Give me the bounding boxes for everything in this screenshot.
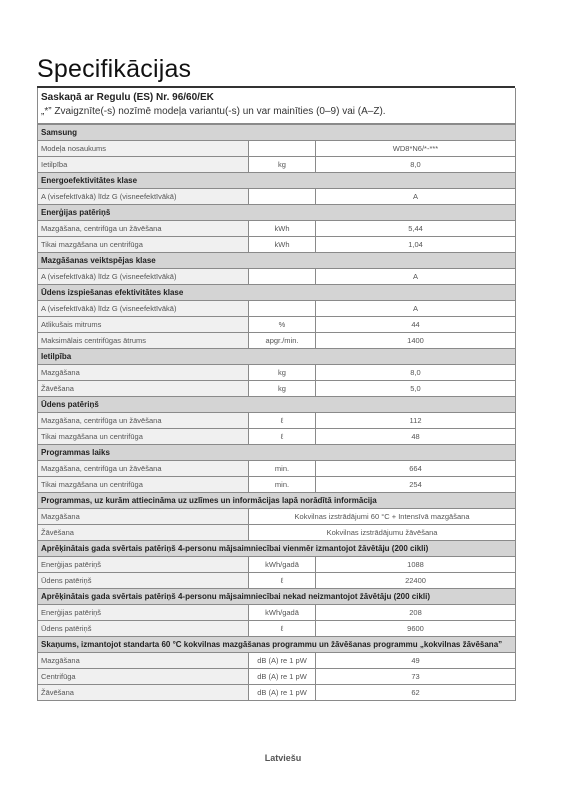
spec-value: 73 <box>316 669 516 685</box>
spec-row <box>38 653 516 669</box>
spec-value: 1400 <box>316 333 516 349</box>
spec-label: Tikai mazgāšana un centrifūga <box>38 429 249 445</box>
spec-label: Atlikušais mitrums <box>38 317 249 333</box>
spec-unit <box>249 301 316 317</box>
spec-row <box>38 413 516 429</box>
spec-frame <box>37 88 516 701</box>
spec-unit: % <box>249 317 316 333</box>
spec-unit: dB (A) re 1 pW <box>249 653 316 669</box>
spec-label: A (visefektīvākā) līdz G (visneefektīvākā) <box>38 269 249 285</box>
section-label: Aprēķinātais gada svērtais patēriņš 4-personu mājsaimniecībai vienmēr izmantojot žāvētāju (200 cikli) <box>38 541 516 557</box>
section-row <box>38 637 516 653</box>
spec-unit: min. <box>249 461 316 477</box>
spec-row <box>38 221 516 237</box>
spec-row <box>38 621 516 637</box>
section-row <box>38 349 516 365</box>
spec-row <box>38 237 516 253</box>
section-label: Ietilpība <box>38 349 516 365</box>
spec-unit: kg <box>249 157 316 173</box>
spec-row <box>38 381 516 397</box>
spec-value: WD8*N6/*‑*** <box>316 141 516 157</box>
spec-unit <box>249 269 316 285</box>
spec-label: A (visefektīvākā) līdz G (visneefektīvākā) <box>38 189 249 205</box>
spec-row <box>38 669 516 685</box>
spec-row <box>38 365 516 381</box>
spec-table <box>37 124 516 701</box>
section-row <box>38 493 516 509</box>
spec-row <box>38 573 516 589</box>
spec-row <box>38 685 516 701</box>
spec-value: A <box>316 269 516 285</box>
spec-value: A <box>316 189 516 205</box>
section-row <box>38 125 516 141</box>
spec-unit: kWh/gadā <box>249 605 316 621</box>
spec-label: Mazgāšana <box>38 653 249 669</box>
spec-unit: ℓ <box>249 413 316 429</box>
section-label: Aprēķinātais gada svērtais patēriņš 4-personu mājsaimniecībai nekad neizmantojot žāvētāju (200 cikli) <box>38 589 516 605</box>
section-label: Programmas, uz kurām attiecināma uz uzlīmes un informācijas lapā norādītā informācija <box>38 493 516 509</box>
spec-value: Kokvilnas izstrādājumi 60 °C + Intensīvā mazgāšana <box>249 509 516 525</box>
section-label: Skaņums, izmantojot standarta 60 °C kokvilnas mazgāšanas programmu un žāvēšanas programmu „kokvilnas žāvēšana” <box>38 637 516 653</box>
spec-value: 9600 <box>316 621 516 637</box>
section-row <box>38 541 516 557</box>
spec-unit: dB (A) re 1 pW <box>249 685 316 701</box>
spec-row <box>38 141 516 157</box>
spec-label: A (visefektīvākā) līdz G (visneefektīvākā) <box>38 301 249 317</box>
spec-label: Maksimālais centrifūgas ātrums <box>38 333 249 349</box>
spec-row <box>38 189 516 205</box>
section-label: Ūdens izspiešanas efektivitātes klase <box>38 285 516 301</box>
spec-value: 112 <box>316 413 516 429</box>
spec-label: Ietilpība <box>38 157 249 173</box>
spec-value: 208 <box>316 605 516 621</box>
spec-value: 22400 <box>316 573 516 589</box>
spec-value: A <box>316 301 516 317</box>
spec-unit: min. <box>249 477 316 493</box>
spec-value: Kokvilnas izstrādājumu žāvēšana <box>249 525 516 541</box>
spec-row <box>38 269 516 285</box>
spec-value: 62 <box>316 685 516 701</box>
spec-label: Žāvēšana <box>38 525 249 541</box>
spec-unit: kWh <box>249 237 316 253</box>
spec-label: Centrifūga <box>38 669 249 685</box>
page-footer: Latviešu <box>264 753 302 763</box>
spec-label: Modeļa nosaukums <box>38 141 249 157</box>
section-row <box>38 205 516 221</box>
spec-label: Tikai mazgāšana un centrifūga <box>38 237 249 253</box>
spec-row <box>38 605 516 621</box>
section-label: Energoefektivitātes klase <box>38 173 516 189</box>
spec-unit: kg <box>249 381 316 397</box>
spec-value: 49 <box>316 653 516 669</box>
spec-label: Mazgāšana, centrifūga un žāvēšana <box>38 461 249 477</box>
spec-label: Ūdens patēriņš <box>38 573 249 589</box>
spec-row <box>38 157 516 173</box>
spec-value: 5,0 <box>316 381 516 397</box>
spec-unit: ℓ <box>249 573 316 589</box>
regulation-intro <box>38 88 515 124</box>
spec-label: Žāvēšana <box>38 381 249 397</box>
page-title: Specifikācijas <box>37 55 192 83</box>
spec-row <box>38 477 516 493</box>
spec-label: Enerģijas patēriņš <box>38 557 249 573</box>
spec-value: 254 <box>316 477 516 493</box>
section-label: Samsung <box>38 125 516 141</box>
section-row <box>38 253 516 269</box>
spec-value: 5,44 <box>316 221 516 237</box>
section-row <box>38 445 516 461</box>
spec-row <box>38 333 516 349</box>
spec-unit: ℓ <box>249 429 316 445</box>
regulation-heading: Saskaņā ar Regulu (ES) Nr. 96/60/EK <box>41 92 214 103</box>
regulation-note: „*” Zvaigznīte(-s) nozīmē modeļa variantu(-s) un var mainīties (0–9) vai (A–Z). <box>41 106 386 117</box>
spec-label: Ūdens patēriņš <box>38 621 249 637</box>
spec-label: Tikai mazgāšana un centrifūga <box>38 477 249 493</box>
spec-unit: kWh <box>249 221 316 237</box>
section-row <box>38 173 516 189</box>
spec-row <box>38 509 516 525</box>
spec-unit: dB (A) re 1 pW <box>249 669 316 685</box>
spec-label: Mazgāšana, centrifūga un žāvēšana <box>38 413 249 429</box>
section-row <box>38 589 516 605</box>
spec-row <box>38 317 516 333</box>
spec-unit <box>249 141 316 157</box>
spec-unit: apgr./min. <box>249 333 316 349</box>
spec-row <box>38 461 516 477</box>
spec-value: 48 <box>316 429 516 445</box>
spec-unit <box>249 189 316 205</box>
spec-row <box>38 429 516 445</box>
section-label: Ūdens patēriņš <box>38 397 516 413</box>
spec-row <box>38 301 516 317</box>
section-row <box>38 285 516 301</box>
spec-value: 44 <box>316 317 516 333</box>
spec-label: Mazgāšana <box>38 365 249 381</box>
spec-value: 8,0 <box>316 365 516 381</box>
spec-label: Enerģijas patēriņš <box>38 605 249 621</box>
spec-unit: ℓ <box>249 621 316 637</box>
spec-unit: kg <box>249 365 316 381</box>
spec-row <box>38 557 516 573</box>
section-label: Programmas laiks <box>38 445 516 461</box>
spec-value: 1088 <box>316 557 516 573</box>
section-label: Mazgāšanas veiktspējas klase <box>38 253 516 269</box>
spec-unit: kWh/gadā <box>249 557 316 573</box>
spec-row <box>38 525 516 541</box>
section-row <box>38 397 516 413</box>
section-label: Enerģijas patēriņš <box>38 205 516 221</box>
spec-value: 8,0 <box>316 157 516 173</box>
spec-value: 664 <box>316 461 516 477</box>
spec-label: Mazgāšana <box>38 509 249 525</box>
spec-value: 1,04 <box>316 237 516 253</box>
spec-label: Žāvēšana <box>38 685 249 701</box>
spec-label: Mazgāšana, centrifūga un žāvēšana <box>38 221 249 237</box>
